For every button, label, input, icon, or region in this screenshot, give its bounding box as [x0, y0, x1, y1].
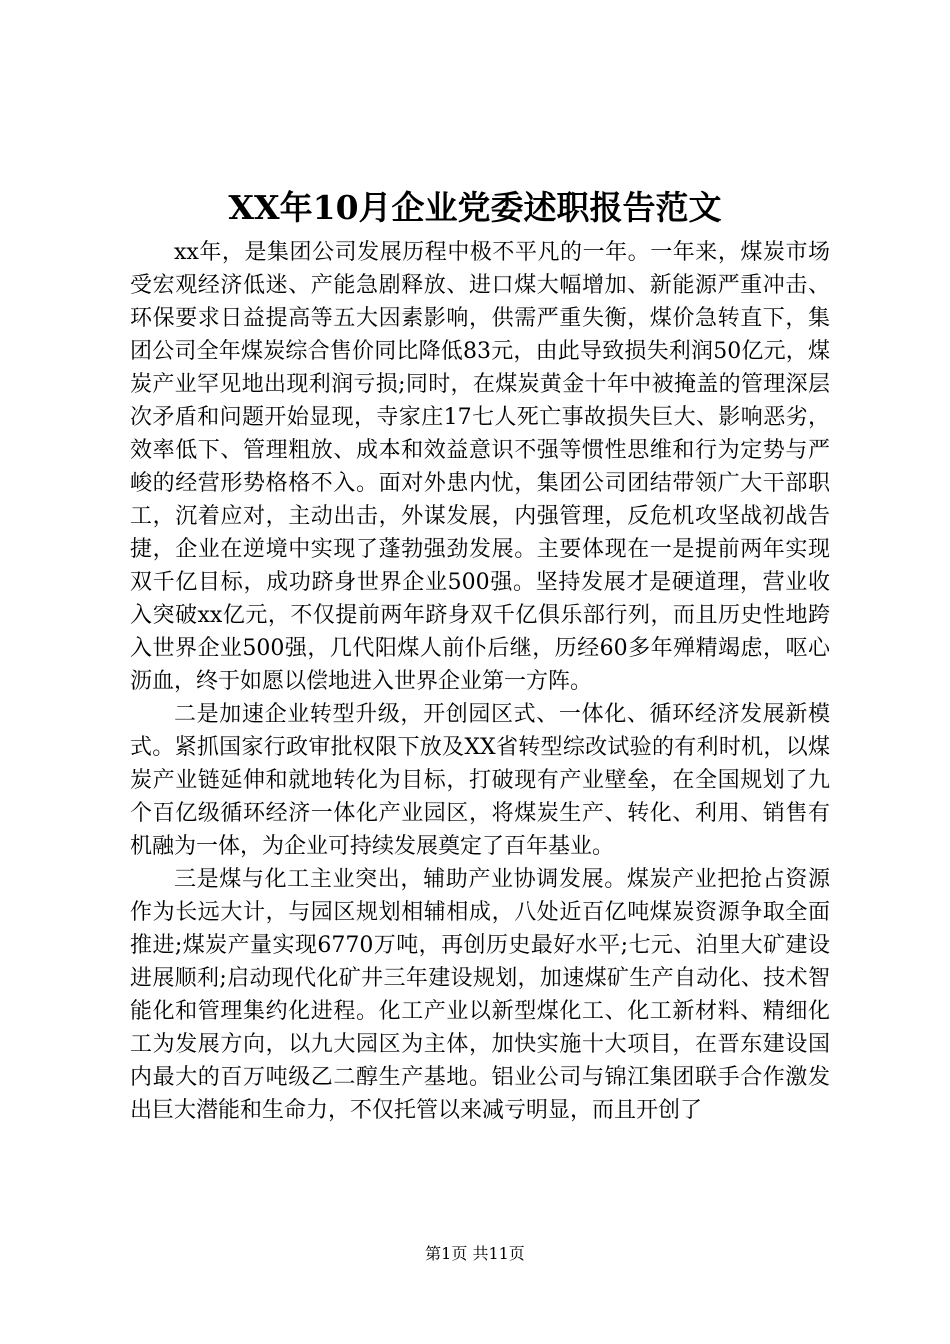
document-title: XX年10月企业党委述职报告范文	[228, 188, 722, 227]
document-body	[130, 236, 830, 1127]
paragraph-1: xx年，是集团公司发展历程中极不平凡的一年。一年来，煤炭市场受宏观经济低迷、产能急剧释放、进口煤大幅增加、新能源严重冲击、环保要求日益提高等五大因素影响，供需严重失衡，煤价急转直下，集团公司全年煤炭综合售价同比降低83元，由此导致损失利润50亿元，煤炭产业罕见地出现利润亏损;同时，在煤炭黄金十年中被掩盖的管理深层次矛盾和问题开始显现，寺家庄17七人死亡事故损失巨大、影响恶劣，效率低下、管理粗放、成本和效益意识不强等惯性思维和行为定势与严峻的经营形势格格不入。面对外患内忧，集团公司团结带领广大干部职工，沉着应对，主动出击，外谋发展，内强管理，反危机攻坚战初战告捷，企业在逆境中实现了蓬勃强劲发展。主要体现在一是提前两年实现双千亿目标，成功跻身世界企业500强。坚持发展才是硬道理，营业收入突破xx亿元，不仅提前两年跻身双千亿俱乐部行列，而且历史性地跨入世界企业500强，几代阳煤人前仆后继，历经60多年殚精竭虑，呕心沥血，终于如愿以偿地进入世界企业第一方阵。	[130, 240, 830, 694]
page-number-label: 第1页 共11页	[425, 1244, 525, 1263]
page-footer	[0, 1243, 950, 1265]
paragraph-3: 三是煤与化工主业突出，辅助产业协调发展。煤炭产业把抢占资源作为长远大计，与园区规划相辅相成，八处近百亿吨煤炭资源争取全面推进;煤炭产量实现6770万吨，再创历史最好水平;七元、泊里大矿建设进展顺利;启动现代化矿井三年建设规划，加速煤矿生产自动化、技术智能化和管理集约化进程。化工产业以新型煤化工、化工新材料、精细化工为发展方向，以九大园区为主体，加快实施十大项目，在晋东建设国内最大的百万吨级乙二醇生产基地。铝业公司与锦江集团联手合作激发出巨大潜能和生命力，不仅托管以来减亏明显，而且开创了	[130, 867, 830, 1123]
paragraph-2: 二是加速企业转型升级，开创园区式、一体化、循环经济发展新模式。紧抓国家行政审批权限下放及XX省转型综改试验的有利时机，以煤炭产业链延伸和就地转化为目标，打破现有产业壁垒，在全国规划了九个百亿级循环经济一体化产业园区，将煤炭生产、转化、利用、销售有机融为一体，为企业可持续发展奠定了百年基业。	[130, 702, 830, 859]
